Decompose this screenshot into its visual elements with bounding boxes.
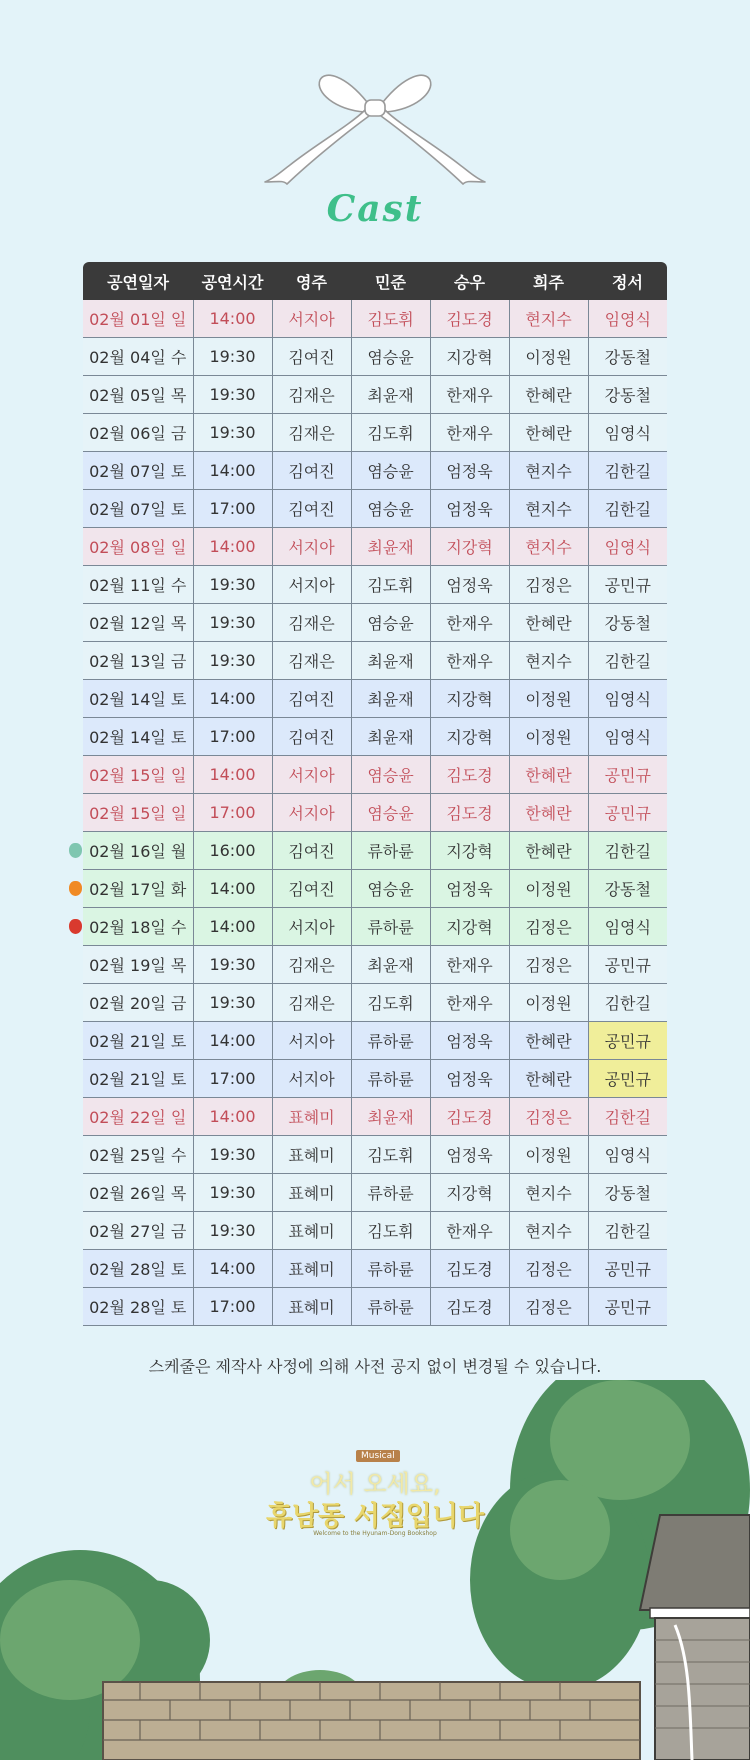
heeju-cell: 한혜란 <box>509 1060 588 1098</box>
jeongseo-cell: 강동철 <box>588 376 667 414</box>
seungwoo-cell: 한재우 <box>430 946 509 984</box>
seungwoo-cell: 엄정욱 <box>430 490 509 528</box>
jeongseo-cell: 공민규 <box>588 566 667 604</box>
heeju-cell: 현지수 <box>509 452 588 490</box>
heeju-cell: 이정원 <box>509 718 588 756</box>
date-cell: 02월 04일 수 <box>83 338 193 376</box>
yeongju-cell: 표혜미 <box>272 1288 351 1326</box>
cast-schedule-table <box>83 262 667 1326</box>
minjun-cell: 염승윤 <box>351 490 430 528</box>
seungwoo-cell: 엄정욱 <box>430 1022 509 1060</box>
time-cell: 19:30 <box>193 566 272 604</box>
jeongseo-cell: 김한길 <box>588 832 667 870</box>
date-cell: 02월 27일 금 <box>83 1212 193 1250</box>
table-row <box>83 756 667 794</box>
date-cell: 02월 15일 일 <box>83 794 193 832</box>
date-cell: 02월 28일 토 <box>83 1288 193 1326</box>
jeongseo-cell: 김한길 <box>588 642 667 680</box>
date-cell: 02월 18일 수 <box>83 908 193 946</box>
jeongseo-cell: 김한길 <box>588 984 667 1022</box>
date-cell: 02월 07일 토 <box>83 490 193 528</box>
minjun-cell: 김도휘 <box>351 414 430 452</box>
table-header-row <box>83 262 667 300</box>
time-cell: 19:30 <box>193 946 272 984</box>
heeju-cell: 한혜란 <box>509 604 588 642</box>
header-minjun: 민준 <box>351 262 430 300</box>
jeongseo-cell: 강동철 <box>588 604 667 642</box>
time-cell: 14:00 <box>193 1098 272 1136</box>
date-cell: 02월 06일 금 <box>83 414 193 452</box>
minjun-cell: 류하륜 <box>351 1288 430 1326</box>
time-cell: 19:30 <box>193 414 272 452</box>
date-cell: 02월 01일 일 <box>83 300 193 338</box>
heeju-cell: 이정원 <box>509 680 588 718</box>
schedule-change-notice: 스케줄은 제작사 사정에 의해 사전 공지 없이 변경될 수 있습니다. <box>148 1357 602 1376</box>
table-row <box>83 1174 667 1212</box>
table-row <box>83 832 667 870</box>
yeongju-cell: 김재은 <box>272 376 351 414</box>
header-time: 공연시간 <box>193 262 272 300</box>
jeongseo-cell: 공민규 <box>588 756 667 794</box>
minjun-cell: 최윤재 <box>351 680 430 718</box>
seungwoo-cell: 엄정욱 <box>430 870 509 908</box>
seungwoo-cell: 한재우 <box>430 414 509 452</box>
time-cell: 19:30 <box>193 984 272 1022</box>
minjun-cell: 김도휘 <box>351 1136 430 1174</box>
table-row <box>83 718 667 756</box>
minjun-cell: 최윤재 <box>351 1098 430 1136</box>
jeongseo-cell: 김한길 <box>588 1212 667 1250</box>
jeongseo-cell: 김한길 <box>588 452 667 490</box>
yeongju-cell: 김재은 <box>272 642 351 680</box>
date-cell: 02월 14일 토 <box>83 680 193 718</box>
table-row <box>83 1136 667 1174</box>
jeongseo-cell: 임영식 <box>588 414 667 452</box>
seungwoo-cell: 한재우 <box>430 642 509 680</box>
time-cell: 16:00 <box>193 832 272 870</box>
time-cell: 19:30 <box>193 376 272 414</box>
seungwoo-cell: 한재우 <box>430 604 509 642</box>
jeongseo-cell: 공민규 <box>588 1022 667 1060</box>
heeju-cell: 김정은 <box>509 1250 588 1288</box>
time-cell: 14:00 <box>193 300 272 338</box>
logo-line1: 어서 오세요, <box>309 1470 441 1498</box>
yeongju-cell: 서지아 <box>272 794 351 832</box>
yeongju-cell: 표혜미 <box>272 1212 351 1250</box>
time-cell: 14:00 <box>193 680 272 718</box>
ribbon-bow-illustration <box>255 70 495 195</box>
heeju-cell: 김정은 <box>509 946 588 984</box>
yeongju-cell: 김재은 <box>272 414 351 452</box>
yeongju-cell: 서지아 <box>272 1022 351 1060</box>
yeongju-cell: 김여진 <box>272 452 351 490</box>
seungwoo-cell: 김도경 <box>430 794 509 832</box>
yeongju-cell: 김여진 <box>272 832 351 870</box>
seungwoo-cell: 한재우 <box>430 376 509 414</box>
table-row <box>83 490 667 528</box>
heeju-cell: 김정은 <box>509 1098 588 1136</box>
heeju-cell: 이정원 <box>509 984 588 1022</box>
table-row <box>83 376 667 414</box>
jeongseo-cell: 임영식 <box>588 908 667 946</box>
table-row <box>83 1022 667 1060</box>
table-row <box>83 528 667 566</box>
date-cell: 02월 14일 토 <box>83 718 193 756</box>
yeongju-cell: 서지아 <box>272 566 351 604</box>
yeongju-cell: 서지아 <box>272 300 351 338</box>
yeongju-cell: 표혜미 <box>272 1250 351 1288</box>
time-cell: 14:00 <box>193 1250 272 1288</box>
yeongju-cell: 서지아 <box>272 756 351 794</box>
yeongju-cell: 김여진 <box>272 680 351 718</box>
date-cell: 02월 08일 일 <box>83 528 193 566</box>
minjun-cell: 최윤재 <box>351 946 430 984</box>
bookshop-scenery-illustration <box>0 1380 750 1760</box>
heeju-cell: 한혜란 <box>509 1022 588 1060</box>
jeongseo-cell: 강동철 <box>588 870 667 908</box>
table-row <box>83 1098 667 1136</box>
date-cell: 02월 25일 수 <box>83 1136 193 1174</box>
header-yeongju: 영주 <box>272 262 351 300</box>
heeju-cell: 한혜란 <box>509 414 588 452</box>
minjun-cell: 류하륜 <box>351 1060 430 1098</box>
minjun-cell: 류하륜 <box>351 908 430 946</box>
yeongju-cell: 서지아 <box>272 528 351 566</box>
yeongju-cell: 김재은 <box>272 604 351 642</box>
heeju-cell: 이정원 <box>509 1136 588 1174</box>
seungwoo-cell: 김도경 <box>430 300 509 338</box>
yeongju-cell: 김여진 <box>272 490 351 528</box>
table-row <box>83 642 667 680</box>
minjun-cell: 염승윤 <box>351 338 430 376</box>
minjun-cell: 김도휘 <box>351 300 430 338</box>
minjun-cell: 김도휘 <box>351 1212 430 1250</box>
minjun-cell: 류하륜 <box>351 1022 430 1060</box>
jeongseo-cell: 공민규 <box>588 1060 667 1098</box>
header-jeongseo: 정서 <box>588 262 667 300</box>
seungwoo-cell: 지강혁 <box>430 908 509 946</box>
time-cell: 14:00 <box>193 1022 272 1060</box>
heeju-cell: 김정은 <box>509 1288 588 1326</box>
money-bag-icon <box>69 919 82 934</box>
date-cell: 02월 22일 일 <box>83 1098 193 1136</box>
date-cell: 02월 19일 목 <box>83 946 193 984</box>
minjun-cell: 염승윤 <box>351 756 430 794</box>
date-cell: 02월 07일 토 <box>83 452 193 490</box>
seungwoo-cell: 엄정욱 <box>430 566 509 604</box>
jeongseo-cell: 임영식 <box>588 528 667 566</box>
minjun-cell: 류하륜 <box>351 832 430 870</box>
table-row <box>83 452 667 490</box>
yeongju-cell: 김여진 <box>272 718 351 756</box>
table-row <box>83 680 667 718</box>
seungwoo-cell: 지강혁 <box>430 1174 509 1212</box>
header-heeju: 희주 <box>509 262 588 300</box>
heeju-cell: 현지수 <box>509 300 588 338</box>
date-cell: 02월 21일 토 <box>83 1060 193 1098</box>
time-cell: 17:00 <box>193 718 272 756</box>
yeongju-cell: 서지아 <box>272 908 351 946</box>
date-cell: 02월 13일 금 <box>83 642 193 680</box>
header-date: 공연일자 <box>83 262 193 300</box>
heeju-cell: 김정은 <box>509 566 588 604</box>
heeju-cell: 현지수 <box>509 490 588 528</box>
seungwoo-cell: 지강혁 <box>430 338 509 376</box>
musical-logo <box>255 1450 495 1545</box>
yeongju-cell: 김재은 <box>272 946 351 984</box>
money-bag-icon <box>69 881 82 896</box>
seungwoo-cell: 지강혁 <box>430 718 509 756</box>
jeongseo-cell: 임영식 <box>588 680 667 718</box>
date-cell: 02월 26일 목 <box>83 1174 193 1212</box>
minjun-cell: 염승윤 <box>351 452 430 490</box>
time-cell: 19:30 <box>193 338 272 376</box>
table-row <box>83 1288 667 1326</box>
table-row <box>83 1060 667 1098</box>
time-cell: 19:30 <box>193 604 272 642</box>
table-row <box>83 1212 667 1250</box>
logo-line2: 휴남동 서점입니다 <box>265 1501 485 1532</box>
heeju-cell: 현지수 <box>509 528 588 566</box>
minjun-cell: 최윤재 <box>351 376 430 414</box>
jeongseo-cell: 임영식 <box>588 718 667 756</box>
seungwoo-cell: 한재우 <box>430 1212 509 1250</box>
heeju-cell: 한혜란 <box>509 756 588 794</box>
minjun-cell: 최윤재 <box>351 642 430 680</box>
jeongseo-cell: 김한길 <box>588 490 667 528</box>
seungwoo-cell: 김도경 <box>430 1098 509 1136</box>
seungwoo-cell: 지강혁 <box>430 528 509 566</box>
heeju-cell: 한혜란 <box>509 794 588 832</box>
time-cell: 14:00 <box>193 908 272 946</box>
jeongseo-cell: 공민규 <box>588 1288 667 1326</box>
table-row <box>83 338 667 376</box>
money-bag-icon <box>69 843 82 858</box>
minjun-cell: 류하륜 <box>351 1174 430 1212</box>
table-row <box>83 604 667 642</box>
seungwoo-cell: 엄정욱 <box>430 1136 509 1174</box>
time-cell: 17:00 <box>193 1288 272 1326</box>
yeongju-cell: 서지아 <box>272 1060 351 1098</box>
jeongseo-cell: 임영식 <box>588 1136 667 1174</box>
date-cell: 02월 21일 토 <box>83 1022 193 1060</box>
seungwoo-cell: 한재우 <box>430 984 509 1022</box>
heeju-cell: 이정원 <box>509 870 588 908</box>
time-cell: 14:00 <box>193 756 272 794</box>
yeongju-cell: 김여진 <box>272 870 351 908</box>
date-cell: 02월 12일 목 <box>83 604 193 642</box>
time-cell: 17:00 <box>193 794 272 832</box>
jeongseo-cell: 강동철 <box>588 1174 667 1212</box>
minjun-cell: 염승윤 <box>351 794 430 832</box>
table-row <box>83 870 667 908</box>
time-cell: 14:00 <box>193 528 272 566</box>
seungwoo-cell: 엄정욱 <box>430 1060 509 1098</box>
heeju-cell: 한혜란 <box>509 376 588 414</box>
minjun-cell: 김도휘 <box>351 566 430 604</box>
yeongju-cell: 표혜미 <box>272 1098 351 1136</box>
date-cell: 02월 15일 일 <box>83 756 193 794</box>
heeju-cell: 현지수 <box>509 1174 588 1212</box>
seungwoo-cell: 김도경 <box>430 756 509 794</box>
table-row <box>83 908 667 946</box>
yeongju-cell: 김재은 <box>272 984 351 1022</box>
time-cell: 17:00 <box>193 1060 272 1098</box>
table-row <box>83 414 667 452</box>
time-cell: 14:00 <box>193 452 272 490</box>
jeongseo-cell: 임영식 <box>588 300 667 338</box>
seungwoo-cell: 지강혁 <box>430 680 509 718</box>
date-cell: 02월 05일 목 <box>83 376 193 414</box>
date-cell: 02월 11일 수 <box>83 566 193 604</box>
minjun-cell: 류하륜 <box>351 1250 430 1288</box>
minjun-cell: 염승윤 <box>351 604 430 642</box>
jeongseo-cell: 김한길 <box>588 1098 667 1136</box>
yeongju-cell: 표혜미 <box>272 1136 351 1174</box>
date-cell: 02월 17일 화 <box>83 870 193 908</box>
date-cell: 02월 28일 토 <box>83 1250 193 1288</box>
time-cell: 19:30 <box>193 1174 272 1212</box>
heeju-cell: 한혜란 <box>509 832 588 870</box>
seungwoo-cell: 김도경 <box>430 1250 509 1288</box>
table-row <box>83 1250 667 1288</box>
table-row <box>83 300 667 338</box>
heeju-cell: 현지수 <box>509 642 588 680</box>
table-row <box>83 984 667 1022</box>
cast-title: Cast <box>326 188 424 230</box>
table-row <box>83 566 667 604</box>
heeju-cell: 현지수 <box>509 1212 588 1250</box>
time-cell: 19:30 <box>193 1212 272 1250</box>
heeju-cell: 김정은 <box>509 908 588 946</box>
seungwoo-cell: 김도경 <box>430 1288 509 1326</box>
yeongju-cell: 표혜미 <box>272 1174 351 1212</box>
jeongseo-cell: 강동철 <box>588 338 667 376</box>
minjun-cell: 김도휘 <box>351 984 430 1022</box>
header-seungwoo: 승우 <box>430 262 509 300</box>
yeongju-cell: 김여진 <box>272 338 351 376</box>
date-cell: 02월 20일 금 <box>83 984 193 1022</box>
logo-subtitle: Welcome to the Hyunam-Dong Bookshop <box>313 1530 437 1537</box>
minjun-cell: 최윤재 <box>351 528 430 566</box>
seungwoo-cell: 지강혁 <box>430 832 509 870</box>
time-cell: 19:30 <box>193 642 272 680</box>
seungwoo-cell: 엄정욱 <box>430 452 509 490</box>
minjun-cell: 최윤재 <box>351 718 430 756</box>
logo-tag: Musical <box>356 1450 400 1462</box>
time-cell: 14:00 <box>193 870 272 908</box>
heeju-cell: 이정원 <box>509 338 588 376</box>
time-cell: 17:00 <box>193 490 272 528</box>
minjun-cell: 염승윤 <box>351 870 430 908</box>
time-cell: 19:30 <box>193 1136 272 1174</box>
jeongseo-cell: 공민규 <box>588 1250 667 1288</box>
table-row <box>83 794 667 832</box>
table-row <box>83 946 667 984</box>
jeongseo-cell: 공민규 <box>588 946 667 984</box>
date-cell: 02월 16일 월 <box>83 832 193 870</box>
jeongseo-cell: 공민규 <box>588 794 667 832</box>
